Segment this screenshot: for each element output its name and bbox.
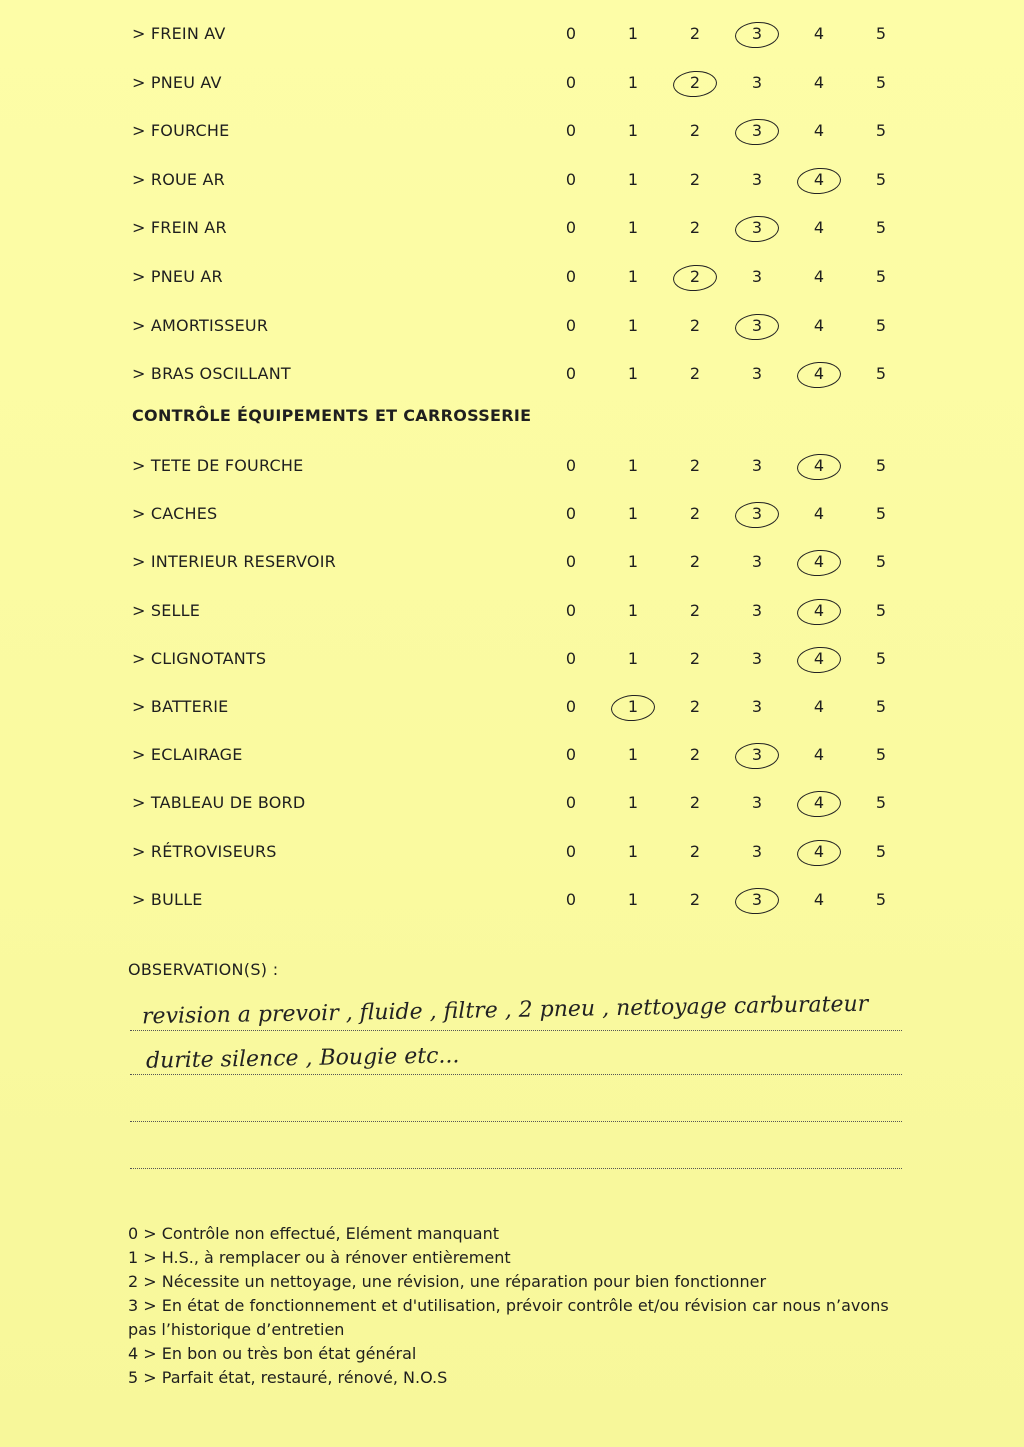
score-option-4: 4 <box>813 552 825 572</box>
score-option-0: 0 <box>565 456 577 475</box>
score-option-2: 2 <box>689 72 701 92</box>
score-circle-mark <box>796 452 842 481</box>
row-label: > PNEU AV <box>132 72 222 92</box>
score-option-0: 0 <box>565 315 577 335</box>
score-circle-mark <box>734 312 780 341</box>
dotted-line <box>130 1030 902 1031</box>
score-option-1: 1 <box>627 889 639 909</box>
checklist-row <box>0 499 1024 529</box>
score-option-2: 2 <box>689 218 701 238</box>
score-option-1: 1 <box>627 72 639 92</box>
score-option-4: 4 <box>813 121 825 141</box>
score-circle-mark <box>796 549 842 578</box>
score-option-2: 2 <box>689 841 701 861</box>
score-option-1: 1 <box>627 648 639 668</box>
score-option-0: 0 <box>565 648 577 668</box>
score-option-0: 0 <box>565 121 577 141</box>
score-option-4: 4 <box>813 72 825 92</box>
score-option-4: 4 <box>813 793 825 813</box>
score-option-5: 5 <box>875 552 887 572</box>
row-label: > ECLAIRAGE <box>132 745 243 765</box>
score-option-3: 3 <box>751 315 763 335</box>
score-option-1: 1 <box>627 504 639 524</box>
score-option-1: 1 <box>627 364 639 384</box>
score-option-3: 3 <box>751 745 763 765</box>
checklist-row <box>0 740 1024 770</box>
legend <box>128 1222 908 1390</box>
score-option-3: 3 <box>751 648 763 668</box>
score-option-2: 2 <box>689 267 701 286</box>
row-label: > BULLE <box>132 889 203 909</box>
score-circle-mark <box>734 742 780 771</box>
legend-item: 4 > En bon ou très bon état général <box>128 1344 417 1363</box>
score-option-2: 2 <box>689 648 701 668</box>
row-label: > CLIGNOTANTS <box>132 648 267 668</box>
score-option-1: 1 <box>627 267 639 286</box>
checklist-row <box>0 596 1024 626</box>
score-circle-mark <box>796 645 842 674</box>
score-circle-mark <box>796 790 842 819</box>
score-option-4: 4 <box>813 889 825 909</box>
row-label: > TABLEAU DE BORD <box>132 793 306 813</box>
score-option-4: 4 <box>813 267 825 286</box>
row-label: > FREIN AR <box>132 218 227 238</box>
score-option-5: 5 <box>875 456 887 475</box>
score-option-1: 1 <box>627 24 639 43</box>
checklist-row <box>0 165 1024 195</box>
score-option-2: 2 <box>689 315 701 335</box>
score-option-5: 5 <box>875 169 887 189</box>
score-option-3: 3 <box>751 841 763 861</box>
checklist-row <box>0 262 1024 292</box>
score-option-5: 5 <box>875 364 887 384</box>
score-option-0: 0 <box>565 745 577 765</box>
score-option-0: 0 <box>565 889 577 909</box>
legend-item: 0 > Contrôle non effectué, Elément manquant <box>128 1224 499 1243</box>
score-option-0: 0 <box>565 72 577 92</box>
score-option-3: 3 <box>751 121 763 141</box>
score-option-5: 5 <box>875 745 887 765</box>
score-option-4: 4 <box>813 315 825 335</box>
row-label: > PNEU AR <box>132 267 223 286</box>
score-option-4: 4 <box>813 364 825 384</box>
checklist-row <box>0 19 1024 49</box>
legend-item: 1 > H.S., à remplacer ou à rénover entièrement <box>128 1248 511 1267</box>
score-option-4: 4 <box>813 648 825 668</box>
row-label: > AMORTISSEUR <box>132 315 269 335</box>
score-option-5: 5 <box>875 315 887 335</box>
score-option-1: 1 <box>627 600 639 620</box>
score-circle-mark <box>796 597 842 626</box>
score-option-0: 0 <box>565 504 577 524</box>
score-option-2: 2 <box>689 24 701 43</box>
score-option-2: 2 <box>689 793 701 813</box>
dotted-line <box>130 1168 902 1169</box>
score-option-0: 0 <box>565 841 577 861</box>
score-option-5: 5 <box>875 218 887 238</box>
score-option-4: 4 <box>813 218 825 238</box>
score-option-2: 2 <box>689 745 701 765</box>
checklist-row <box>0 692 1024 722</box>
checklist-row <box>0 644 1024 674</box>
row-label: > BATTERIE <box>132 697 229 716</box>
score-option-2: 2 <box>689 889 701 909</box>
checklist-row <box>0 451 1024 481</box>
score-option-3: 3 <box>751 697 763 716</box>
score-option-2: 2 <box>689 697 701 716</box>
score-option-5: 5 <box>875 889 887 909</box>
score-option-1: 1 <box>627 552 639 572</box>
legend-item: 2 > Nécessite un nettoyage, une révision, une réparation pour bien fonctionner <box>128 1272 767 1291</box>
score-option-1: 1 <box>627 793 639 813</box>
score-option-1: 1 <box>627 218 639 238</box>
checklist-row <box>0 311 1024 341</box>
row-label: > FREIN AV <box>132 24 226 43</box>
score-option-2: 2 <box>689 504 701 524</box>
score-option-3: 3 <box>751 552 763 572</box>
checklist-row <box>0 885 1024 915</box>
score-circle-mark <box>734 501 780 530</box>
score-option-5: 5 <box>875 121 887 141</box>
checklist-row <box>0 788 1024 818</box>
score-option-0: 0 <box>565 218 577 238</box>
score-option-1: 1 <box>627 456 639 475</box>
legend-item: 3 > En état de fonctionnement et d'utilisation, prévoir contrôle et/ou révision car nous n’avons pas l’historique d’entretien <box>128 1296 889 1339</box>
score-option-2: 2 <box>689 552 701 572</box>
score-circle-mark <box>672 263 718 292</box>
row-label: > FOURCHE <box>132 121 230 141</box>
score-option-3: 3 <box>751 218 763 238</box>
score-option-5: 5 <box>875 793 887 813</box>
handwritten-note-line1: revision a prevoir , fluide , filtre , 2 pneu , nettoyage carburateur <box>141 991 869 1030</box>
legend-item: 5 > Parfait état, restauré, rénové, N.O.S <box>128 1368 448 1387</box>
checklist-row <box>0 359 1024 389</box>
score-option-0: 0 <box>565 24 577 43</box>
checklist-row <box>0 837 1024 867</box>
score-option-2: 2 <box>689 364 701 384</box>
row-label: > ROUE AR <box>132 169 225 189</box>
score-option-0: 0 <box>565 267 577 286</box>
score-option-3: 3 <box>751 72 763 92</box>
section-title: CONTRÔLE ÉQUIPEMENTS ET CARROSSERIE <box>132 406 532 425</box>
score-option-5: 5 <box>875 504 887 524</box>
checklist-row <box>0 68 1024 98</box>
score-option-5: 5 <box>875 600 887 620</box>
score-option-3: 3 <box>751 364 763 384</box>
score-circle-mark <box>734 20 780 49</box>
score-circle-mark <box>672 69 718 98</box>
observations-title: OBSERVATION(S) : <box>128 960 279 979</box>
row-label: > SELLE <box>132 600 201 620</box>
score-option-0: 0 <box>565 600 577 620</box>
score-option-5: 5 <box>875 648 887 668</box>
row-label: > RÉTROVISEURS <box>132 841 277 861</box>
handwritten-note-line2: durite silence , Bougie etc... <box>145 1043 460 1074</box>
score-option-0: 0 <box>565 364 577 384</box>
score-option-4: 4 <box>813 456 825 475</box>
score-option-5: 5 <box>875 72 887 92</box>
score-option-4: 4 <box>813 697 825 716</box>
score-circle-mark <box>734 886 780 915</box>
score-option-3: 3 <box>751 600 763 620</box>
score-option-5: 5 <box>875 267 887 286</box>
score-circle-mark <box>734 118 780 147</box>
score-option-3: 3 <box>751 889 763 909</box>
score-option-1: 1 <box>627 697 639 716</box>
row-label: > INTERIEUR RESERVOIR <box>132 552 336 572</box>
score-option-0: 0 <box>565 552 577 572</box>
score-option-0: 0 <box>565 169 577 189</box>
score-option-4: 4 <box>813 600 825 620</box>
score-circle-mark <box>796 838 842 867</box>
checklist-row <box>0 213 1024 243</box>
score-option-1: 1 <box>627 169 639 189</box>
score-option-5: 5 <box>875 697 887 716</box>
score-option-3: 3 <box>751 24 763 43</box>
score-option-3: 3 <box>751 504 763 524</box>
score-option-1: 1 <box>627 121 639 141</box>
score-option-0: 0 <box>565 793 577 813</box>
row-label: > BRAS OSCILLANT <box>132 364 291 384</box>
score-option-5: 5 <box>875 841 887 861</box>
score-option-2: 2 <box>689 169 701 189</box>
dotted-line <box>130 1121 902 1122</box>
score-option-3: 3 <box>751 169 763 189</box>
score-option-1: 1 <box>627 745 639 765</box>
score-option-2: 2 <box>689 121 701 141</box>
score-option-4: 4 <box>813 745 825 765</box>
score-option-3: 3 <box>751 793 763 813</box>
score-circle-mark <box>734 215 780 244</box>
score-option-1: 1 <box>627 315 639 335</box>
score-circle-mark <box>796 166 842 195</box>
score-option-1: 1 <box>627 841 639 861</box>
score-option-3: 3 <box>751 456 763 475</box>
checklist-row <box>0 116 1024 146</box>
score-option-2: 2 <box>689 456 701 475</box>
row-label: > TETE DE FOURCHE <box>132 456 304 475</box>
dotted-line <box>130 1074 902 1075</box>
checklist-row <box>0 547 1024 577</box>
score-option-4: 4 <box>813 24 825 43</box>
score-option-2: 2 <box>689 600 701 620</box>
score-option-4: 4 <box>813 169 825 189</box>
score-option-0: 0 <box>565 697 577 716</box>
score-option-4: 4 <box>813 504 825 524</box>
score-circle-mark <box>796 361 842 390</box>
score-option-4: 4 <box>813 841 825 861</box>
score-option-3: 3 <box>751 267 763 286</box>
score-option-5: 5 <box>875 24 887 43</box>
score-circle-mark <box>610 693 656 722</box>
row-label: > CACHES <box>132 504 218 524</box>
